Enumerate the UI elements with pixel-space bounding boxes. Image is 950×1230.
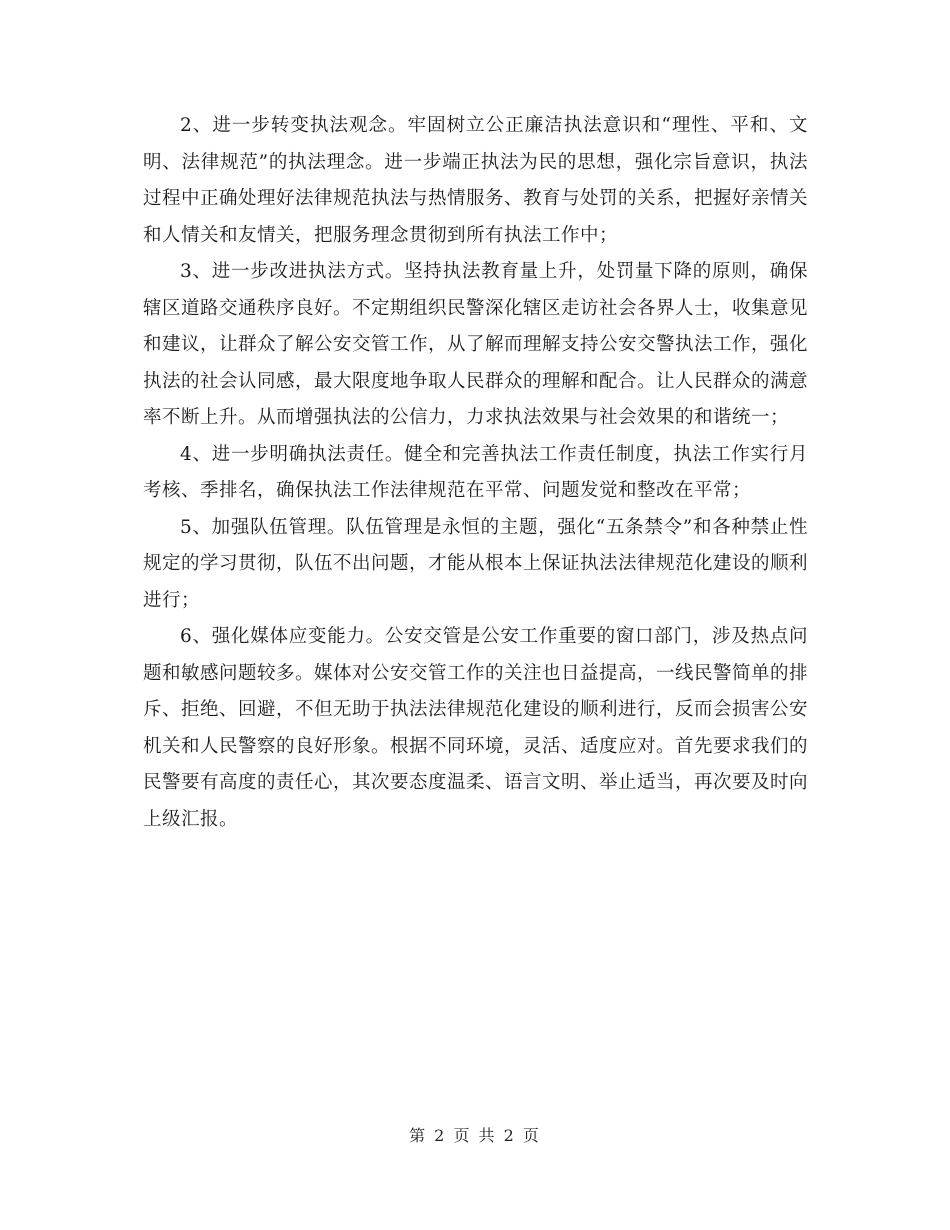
paragraph-3: 3、进一步改进执法方式。坚持执法教育量上升，处罚量下降的原则，确保辖区道路交通秩序良好。不定期组织民警深化辖区走访社会各界人士，收集意见和建议，让群众了解公安交管工作，从了解而理解支持公安交警执法工作，强化执法的社会认同感，最大限度地争取人民群众的理解和配合。让人民群众的满意率不断上升。从而增强执法的公信力，力求执法效果与社会效果的和谐统一； — [143, 261, 809, 428]
paragraph-5: 5、加强队伍管理。队伍管理是永恒的主题，强化“五条禁令”和各种禁止性规定的学习贯彻，队伍不出问题，才能从根本上保证执法法律规范化建设的顺利进行； — [143, 516, 809, 611]
document-body — [143, 108, 808, 838]
paragraph-2: 2、进一步转变执法观念。牢固树立公正廉洁执法意识和“理性、平和、文明、法律规范”的执法理念。进一步端正执法为民的思想，强化宗旨意识，执法过程中正确处理好法律规范执法与热情服务、教育与处罚的关系，把握好亲情关和人情关和友情关，把服务理念贯彻到所有执法工作中； — [143, 115, 809, 246]
paragraph-4: 4、进一步明确执法责任。健全和完善执法工作责任制度，执法工作实行月考核、季排名，确保执法工作法律规范在平常、问题发觉和整改在平常； — [143, 443, 808, 501]
page-number-footer: 第 2 页 共 2 页 — [409, 1126, 541, 1145]
paragraph-6: 6、强化媒体应变能力。公安交管是公安工作重要的窗口部门，涉及热点问题和敏感问题较多。媒体对公安交管工作的关注也日益提高，一线民警简单的排斥、拒绝、回避，不但无助于执法法律规范化建设的顺利进行，反而会损害公安机关和人民警察的良好形象。根据不同环境，灵活、适度应对。首先要求我们的民警要有高度的责任心，其次要态度温柔、语言文明、举止适当，再次要及时向上级汇报。 — [143, 626, 809, 830]
